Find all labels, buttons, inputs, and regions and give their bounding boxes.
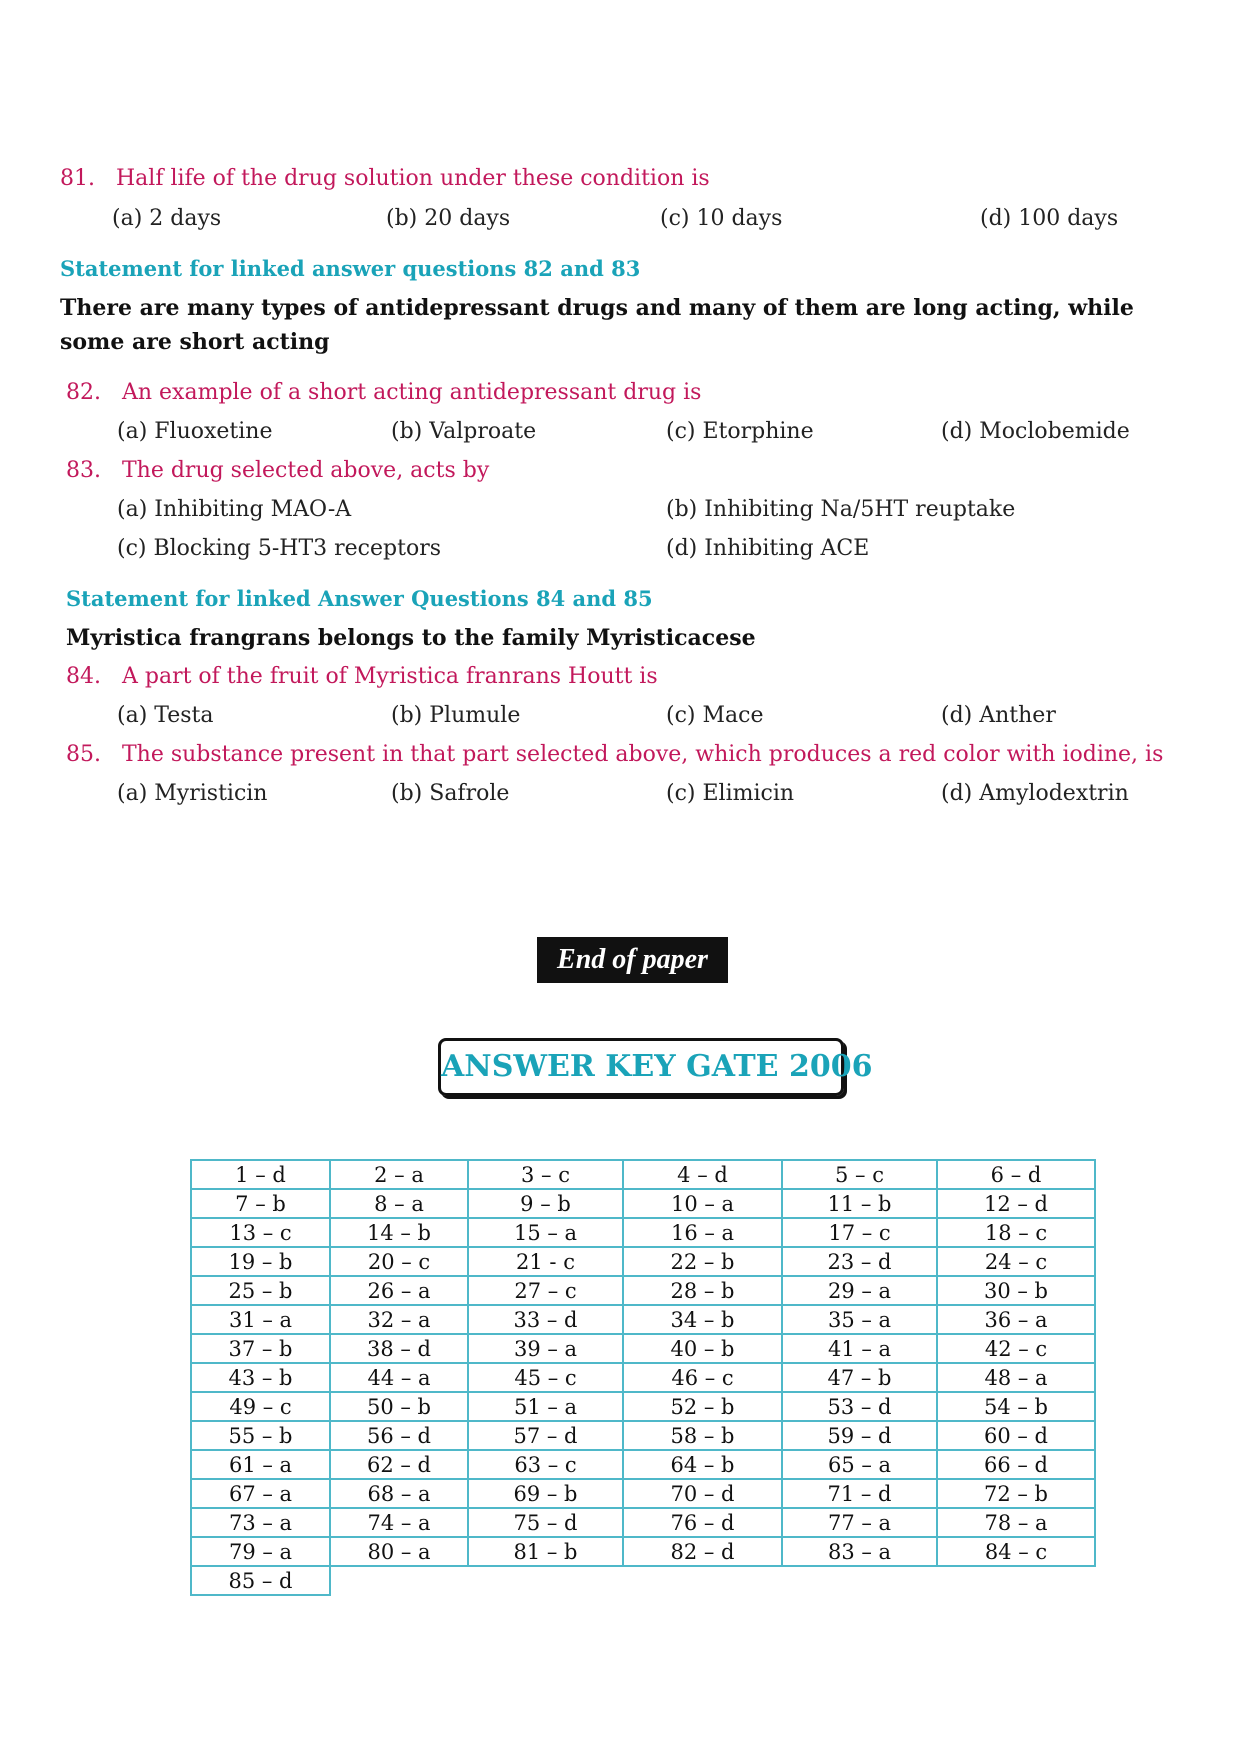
answer-key-cell: 23 – d	[782, 1247, 937, 1276]
answer-key-cell: 76 – d	[623, 1508, 782, 1537]
answer-key-empty-cell	[937, 1566, 1095, 1595]
answer-key-cell: 48 – a	[937, 1363, 1095, 1392]
answer-key-cell: 11 – b	[782, 1189, 937, 1218]
option-d: (d) Moclobemide	[941, 419, 1130, 444]
answer-key-cell: 57 – d	[468, 1421, 623, 1450]
answer-key-cell: 62 – d	[330, 1450, 468, 1479]
answer-key-row	[191, 1247, 1095, 1276]
option-a: (a) Inhibiting MAO-A	[117, 497, 352, 522]
answer-key-cell: 26 – a	[330, 1276, 468, 1305]
answer-key-cell: 37 – b	[191, 1334, 330, 1363]
option-c: (c) Etorphine	[666, 419, 814, 444]
option-a: (a) 2 days	[112, 206, 222, 231]
answer-key-cell: 18 – c	[937, 1218, 1095, 1247]
question-84	[66, 664, 658, 689]
question-85	[66, 742, 1163, 767]
statement-title: Statement for linked answer questions 82 and 83	[60, 256, 641, 281]
answer-key-cell: 81 – b	[468, 1537, 623, 1566]
answer-key-cell: 10 – a	[623, 1189, 782, 1218]
answer-key-row	[191, 1218, 1095, 1247]
question-number: 84.	[66, 664, 101, 689]
question-text: The drug selected above, acts by	[121, 458, 490, 483]
answer-key-cell: 77 – a	[782, 1508, 937, 1537]
option-b: (b) Plumule	[391, 703, 521, 728]
answer-key-cell: 46 – c	[623, 1363, 782, 1392]
answer-key-row	[191, 1392, 1095, 1421]
answer-key-row	[191, 1189, 1095, 1218]
answer-key-cell: 36 – a	[937, 1305, 1095, 1334]
answer-key-cell: 4 – d	[623, 1160, 782, 1189]
answer-key-row	[191, 1450, 1095, 1479]
option-a: (a) Testa	[117, 703, 214, 728]
answer-key-cell: 16 – a	[623, 1218, 782, 1247]
option-c: (c) Elimicin	[666, 781, 795, 806]
answer-key-cell: 55 – b	[191, 1421, 330, 1450]
answer-key-cell: 30 – b	[937, 1276, 1095, 1305]
question-83	[66, 458, 489, 483]
answer-key-cell: 35 – a	[782, 1305, 937, 1334]
answer-key-cell: 60 – d	[937, 1421, 1095, 1450]
answer-key-cell: 78 – a	[937, 1508, 1095, 1537]
answer-key-cell: 33 – d	[468, 1305, 623, 1334]
option-a: (a) Fluoxetine	[117, 419, 273, 444]
answer-key-cell: 7 – b	[191, 1189, 330, 1218]
answer-key-row	[191, 1363, 1095, 1392]
answer-key-cell: 44 – a	[330, 1363, 468, 1392]
answer-key-cell: 61 – a	[191, 1450, 330, 1479]
answer-key-row	[191, 1566, 1095, 1595]
answer-key-cell: 72 – b	[937, 1479, 1095, 1508]
answer-key-title: ANSWER KEY GATE 2006	[438, 1038, 844, 1096]
question-text: The substance present in that part selected above, which produces a red color with iodine, is	[121, 742, 1164, 767]
answer-key-cell: 83 – a	[782, 1537, 937, 1566]
answer-key-cell: 19 – b	[191, 1247, 330, 1276]
answer-key-cell: 27 – c	[468, 1276, 623, 1305]
answer-key-cell: 67 – a	[191, 1479, 330, 1508]
answer-key-empty-cell	[468, 1566, 623, 1595]
answer-key-cell: 52 – b	[623, 1392, 782, 1421]
answer-key-cell: 5 – c	[782, 1160, 937, 1189]
answer-key-cell: 51 – a	[468, 1392, 623, 1421]
option-b: (b) Safrole	[391, 781, 510, 806]
answer-key-cell: 3 – c	[468, 1160, 623, 1189]
answer-key-cell: 28 – b	[623, 1276, 782, 1305]
answer-key-cell: 64 – b	[623, 1450, 782, 1479]
statement-body: There are many types of antidepressant drugs and many of them are long acting, while some are short acting	[60, 295, 1134, 355]
answer-key-cell: 84 – c	[937, 1537, 1095, 1566]
question-81	[60, 166, 710, 191]
answer-key-cell: 80 – a	[330, 1537, 468, 1566]
option-b: (b) Valproate	[391, 419, 537, 444]
answer-key-cell: 75 – d	[468, 1508, 623, 1537]
answer-key-cell: 68 – a	[330, 1479, 468, 1508]
answer-key-cell: 66 – d	[937, 1450, 1095, 1479]
answer-key-empty-cell	[782, 1566, 937, 1595]
answer-key-cell: 15 – a	[468, 1218, 623, 1247]
answer-key-row	[191, 1479, 1095, 1508]
option-d: (d) Inhibiting ACE	[666, 536, 870, 561]
answer-key-cell: 13 – c	[191, 1218, 330, 1247]
answer-key-cell: 14 – b	[330, 1218, 468, 1247]
answer-key-cell: 1 – d	[191, 1160, 330, 1189]
option-b: (b) 20 days	[386, 206, 511, 231]
answer-key-cell: 73 – a	[191, 1508, 330, 1537]
answer-key-empty-cell	[330, 1566, 468, 1595]
end-of-paper-label: End of paper	[537, 937, 728, 983]
answer-key-cell: 42 – c	[937, 1334, 1095, 1363]
answer-key-cell: 41 – a	[782, 1334, 937, 1363]
answer-key-cell: 50 – b	[330, 1392, 468, 1421]
option-d: (d) Amylodextrin	[941, 781, 1129, 806]
answer-key-row	[191, 1160, 1095, 1189]
question-number: 83.	[66, 458, 101, 483]
answer-key-cell: 17 – c	[782, 1218, 937, 1247]
answer-key-cell: 85 – d	[191, 1566, 330, 1595]
question-number: 82.	[66, 380, 101, 405]
option-b: (b) Inhibiting Na/5HT reuptake	[666, 497, 1016, 522]
question-text: A part of the fruit of Myristica franrans Houtt is	[121, 664, 658, 689]
answer-key-cell: 2 – a	[330, 1160, 468, 1189]
answer-key-cell: 47 – b	[782, 1363, 937, 1392]
question-number: 85.	[66, 742, 101, 767]
answer-key-cell: 58 – b	[623, 1421, 782, 1450]
answer-key-cell: 29 – a	[782, 1276, 937, 1305]
answer-key-cell: 32 – a	[330, 1305, 468, 1334]
answer-key-cell: 70 – d	[623, 1479, 782, 1508]
answer-key-empty-cell	[623, 1566, 782, 1595]
answer-key-cell: 9 – b	[468, 1189, 623, 1218]
answer-key-row	[191, 1305, 1095, 1334]
answer-key-cell: 63 – c	[468, 1450, 623, 1479]
answer-key-cell: 82 – d	[623, 1537, 782, 1566]
answer-key-row	[191, 1334, 1095, 1363]
answer-key-cell: 22 – b	[623, 1247, 782, 1276]
answer-key-row	[191, 1421, 1095, 1450]
question-number: 81.	[60, 166, 95, 191]
answer-key-row	[191, 1537, 1095, 1566]
answer-key-cell: 53 – d	[782, 1392, 937, 1421]
question-text: Half life of the drug solution under these condition is	[115, 166, 710, 191]
statement-body: Myristica frangrans belongs to the family Myristicacese	[66, 625, 756, 651]
answer-key-cell: 43 – b	[191, 1363, 330, 1392]
answer-key-cell: 65 – a	[782, 1450, 937, 1479]
answer-key-cell: 69 – b	[468, 1479, 623, 1508]
option-d: (d) 100 days	[980, 206, 1119, 231]
answer-key-row	[191, 1508, 1095, 1537]
answer-key-table	[190, 1159, 1096, 1596]
answer-key-row	[191, 1276, 1095, 1305]
answer-key-cell: 8 – a	[330, 1189, 468, 1218]
answer-key-cell: 54 – b	[937, 1392, 1095, 1421]
answer-key-cell: 49 – c	[191, 1392, 330, 1421]
answer-key-cell: 38 – d	[330, 1334, 468, 1363]
answer-key-cell: 71 – d	[782, 1479, 937, 1508]
answer-key-cell: 31 – a	[191, 1305, 330, 1334]
answer-key-cell: 39 – a	[468, 1334, 623, 1363]
question-text: An example of a short acting antidepressant drug is	[121, 380, 702, 405]
answer-key-cell: 59 – d	[782, 1421, 937, 1450]
answer-key-cell: 74 – a	[330, 1508, 468, 1537]
option-c: (c) Blocking 5-HT3 receptors	[117, 536, 441, 561]
answer-key-cell: 34 – b	[623, 1305, 782, 1334]
option-a: (a) Myristicin	[117, 781, 268, 806]
answer-key-cell: 25 – b	[191, 1276, 330, 1305]
answer-key-cell: 6 – d	[937, 1160, 1095, 1189]
option-d: (d) Anther	[941, 703, 1056, 728]
answer-key-cell: 20 – c	[330, 1247, 468, 1276]
answer-key-cell: 79 – a	[191, 1537, 330, 1566]
question-82	[66, 380, 701, 405]
option-c: (c) Mace	[666, 703, 764, 728]
statement-title: Statement for linked Answer Questions 84 and 85	[66, 586, 653, 611]
answer-key-cell: 56 – d	[330, 1421, 468, 1450]
answer-key-cell: 24 – c	[937, 1247, 1095, 1276]
answer-key-cell: 40 – b	[623, 1334, 782, 1363]
answer-key-cell: 21 - c	[468, 1247, 623, 1276]
answer-key-cell: 12 – d	[937, 1189, 1095, 1218]
option-c: (c) 10 days	[660, 206, 783, 231]
answer-key-cell: 45 – c	[468, 1363, 623, 1392]
